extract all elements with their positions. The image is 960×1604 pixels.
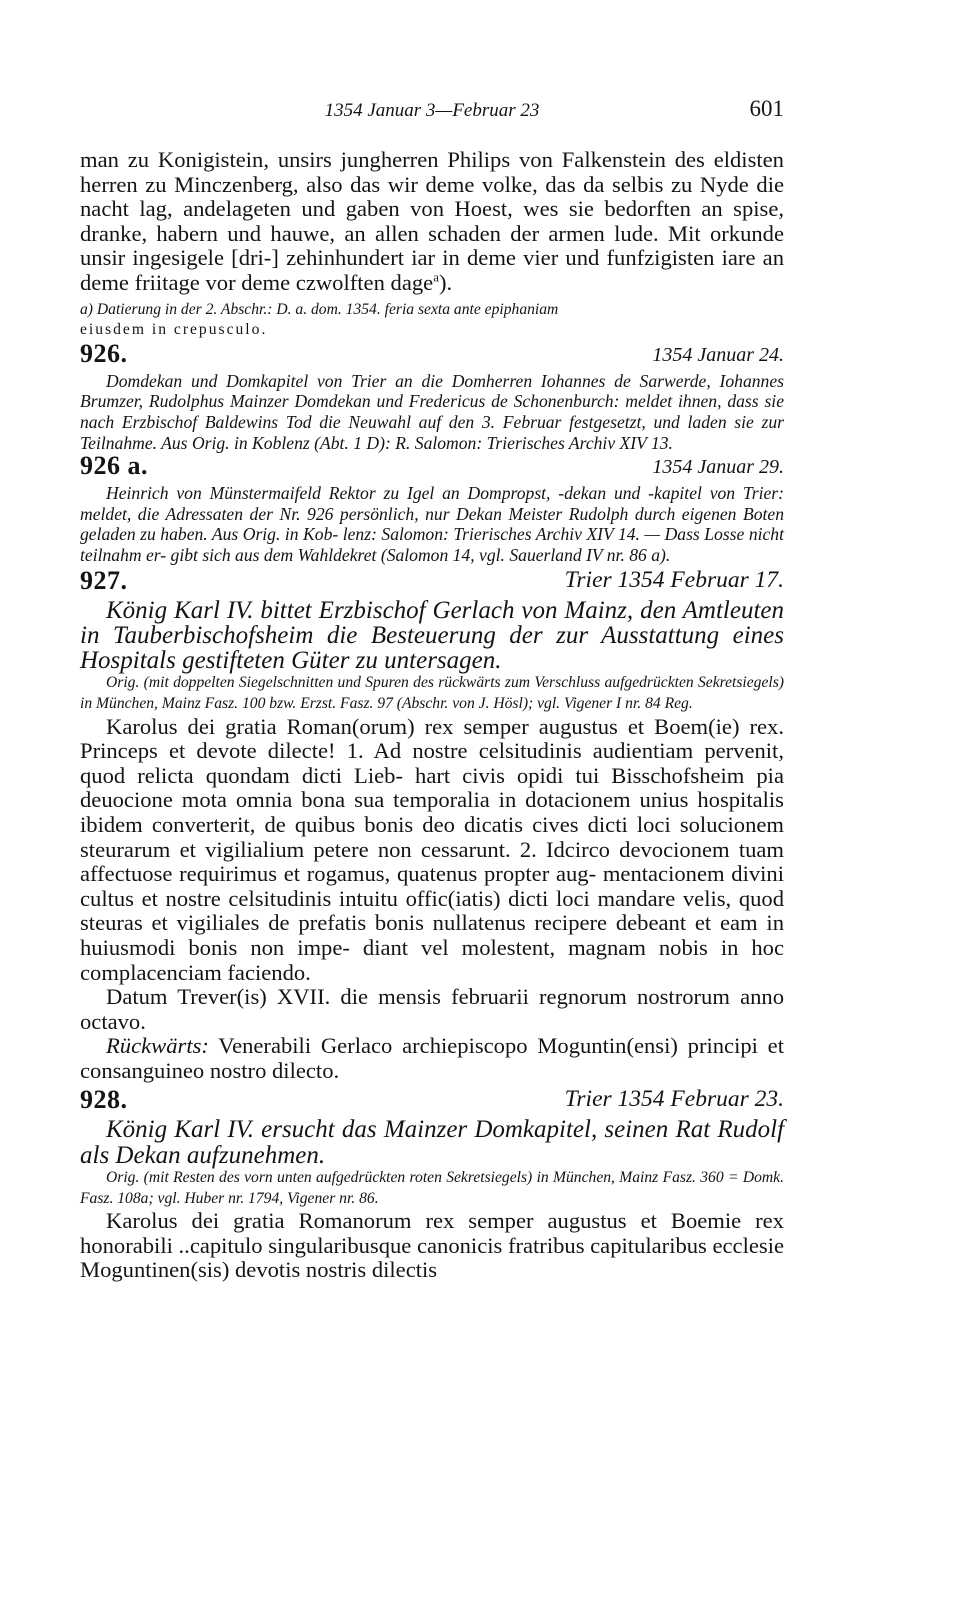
text-line: principi et consanguineo nostro dilecto.: [80, 1033, 784, 1083]
text-line: et vigilialium petere non cessarunt. 2. Idcirco devocionem: [179, 836, 730, 862]
text-line: schaden der armen lude. Mit orkunde unsir ingesigele [dri-]: [80, 220, 784, 271]
entry-926-regest: [80, 371, 784, 453]
entry-928-header: [80, 1083, 784, 1117]
title-line: König Karl IV. bittet Erzbischof Gerlach von Mainz,: [106, 596, 634, 624]
text-line: hart civis opidi tui Bisschofsheim pia deuocione mota omnia bona: [80, 762, 784, 813]
text-line: capitularibus ecclesie Moguntinen(sis) devotis nostris dilectis: [80, 1232, 784, 1283]
text-line: celsitudinis audientiam pervenit, quod relicta quondam dicti Lieb-: [80, 738, 784, 788]
entry-927-datum: [80, 985, 784, 1034]
entry-number: 928.: [80, 1085, 128, 1115]
text-line: de Schonenburch: meldet ihnen, dass sie nach Erzbischof Baldewins Tod die: [80, 391, 785, 432]
entry-date: Trier 1354 Februar 23.: [564, 1086, 784, 1113]
text-line: nullatenus recipere debeant et eam in huiusmodi bonis non impe-: [80, 910, 784, 960]
title-line: den Amtleuten in Tauberbischofsheim die Besteuerung der zur: [80, 596, 785, 649]
text-line: Boem(ie) rex. Princeps et devote dilecte! 1. Ad nostre: [80, 713, 784, 764]
running-head-title: 1354 Januar 3—Februar 23: [324, 100, 540, 121]
source-line: Vigener nr. 86.: [287, 1189, 379, 1207]
entry-number: 927.: [80, 565, 128, 595]
text-line: lenz: Salomon: Trierisches Archiv XIV 14. — Dass Losse nicht teilnahm er-: [80, 524, 784, 565]
text-line: man zu Konigistein, unsirs jungherren Philips von Falkenstein des: [80, 147, 705, 172]
footnote-a: [80, 300, 784, 341]
entry-928-source: [80, 1168, 784, 1209]
text-line: gibt sich aus dem Wahldekret (Salomon 14, vgl. Sauerland IV nr. 86 a).: [170, 544, 671, 565]
entry-number: 926 a.: [80, 451, 148, 481]
text-line: tuam affectuose requirimus et rogamus, quatenus propter aug-: [80, 836, 784, 887]
entry-927-source: [80, 673, 784, 714]
text-line: Karolus dei gratia Roman(orum) rex semper augustus et: [106, 713, 645, 739]
text-line: Datum Trever(is) XVII. die mensis februarii regnorum: [106, 984, 627, 1010]
entry-date: Trier 1354 Februar 17.: [564, 566, 784, 593]
entry-926a-regest: [80, 483, 784, 565]
source-line: Orig. (mit Resten des vorn unten aufgedrückten roten Sekretsiegels): [106, 1169, 533, 1187]
source-line: in München, Mainz Fasz. 360 = Domk. Fasz. 108a; vgl. Huber nr. 1794,: [80, 1169, 784, 1207]
page-number: 601: [749, 96, 784, 121]
running-head: [80, 96, 784, 128]
text-line: -kapitel von Trier: meldet, die Adressaten der Nr. 926 persönlich, nur Dekan: [80, 483, 784, 524]
text-line: Sarwerde, Iohannes Brumzer, Rudolphus Mainzer Domdekan und Fredericus: [80, 370, 784, 412]
text-line: Meister Rudolph durch eigenen Boten geladen zu haben. Aus Orig. in Kob-: [80, 503, 785, 545]
text-line: sua temporalia in dotacionem unius hospitalis ibidem converterit,: [80, 787, 784, 837]
source-line: Orig. (mit doppelten Siegelschnitten und Spuren des rückwärts zum: [106, 674, 531, 692]
dorsal-label: Rückwärts:: [106, 1033, 209, 1059]
entry-927-text: [80, 715, 784, 986]
title-line: Rat Rudolf als Dekan aufzunehmen.: [80, 1116, 785, 1169]
entry-number: 926.: [80, 338, 128, 368]
entry-926-header: [80, 338, 784, 371]
entry-928-title: [80, 1117, 784, 1168]
footnote-marker-close: ).: [438, 269, 453, 295]
entry-926a-header: [80, 453, 784, 483]
text-line: zehinhundert iar in deme vier und funfzigisten iare an deme friitage: [80, 245, 785, 295]
title-line: König Karl IV. ersucht das Mainzer Domkapitel, seinen: [106, 1116, 669, 1144]
entry-927-dorsal-note: [80, 1034, 784, 1083]
title-line: Ausstattung eines Hospitals gestifteten Güter zu untersagen.: [80, 621, 784, 675]
text-line: Orig. in Koblenz (Abt. 1 D): R. Salomon: Trierisches Archiv XIV 13.: [191, 432, 673, 453]
text-line: wes sie bedorften an spise, dranke, habern und hauwe, an allen: [80, 196, 785, 246]
text-line: Karolus dei gratia Romanorum rex semper augustus et: [106, 1208, 657, 1234]
source-line: Erzst. Fasz. 97 (Abschr. von J. Hösl); vgl. Vigener I nr. 84 Reg.: [300, 694, 693, 712]
footnote-line: a) Datierung in der 2. Abschr.: D. a. dom. 1354. feria sexta ante epiphaniam: [80, 300, 559, 318]
text-line: Venerabili Gerlaco archiepiscopo Moguntin(ensi): [208, 1033, 678, 1059]
footnote-marker: a: [433, 269, 439, 285]
text-line: Heinrich von Münstermaifeld Rektor zu Igel an Dompropst, -dekan und: [106, 483, 641, 504]
text-line: nostrorum anno octavo.: [80, 984, 785, 1034]
entry-927-header: [80, 566, 784, 598]
text-line: Domdekan und Domkapitel von Trier an die Domherren Iohannes de: [106, 370, 631, 391]
text-line: selbis zu Nyde die nacht lag, andelageten und gaben von Hoest,: [80, 171, 784, 222]
text-line: Neuwahl auf den 3. Februar festgesetzt, und laden sie zur Teilnahme. Aus: [80, 411, 785, 453]
main-column: [80, 148, 784, 1283]
text-line: mentacionem divini cultus et nostre celsitudinis intuitu offic(iatis): [80, 861, 784, 911]
entry-date: 1354 Januar 29.: [652, 456, 784, 479]
continued-charter-text: [80, 148, 784, 296]
text-line: vor deme czwolften dage: [205, 269, 434, 295]
text-line: de quibus bonis deo dicatis cives dicti loci solucionem steurarum: [80, 811, 784, 862]
text-line: Boemie rex honorabili ..capitulo singularibusque canonicis fratribus: [80, 1208, 784, 1258]
text-line: eldisten herren zu Minczenberg, also das wir deme volke, das da: [80, 147, 784, 197]
source-line: Verschluss aufgedrückten Sekretsiegels) in München, Mainz Fasz. 100 bzw.: [80, 674, 784, 712]
entry-927-title: [80, 598, 784, 674]
entry-928-text: [80, 1209, 784, 1283]
footnote-line: eiusdem in crepusculo.: [80, 321, 268, 339]
text-line: diant vel molestent, magnam nobis in hoc complacenciam faciendo.: [80, 934, 784, 985]
entry-date: 1354 Januar 24.: [652, 343, 784, 366]
text-line: dicti loci mandare velis, quod steuras et vigiliales de prefatis bonis: [80, 885, 785, 936]
